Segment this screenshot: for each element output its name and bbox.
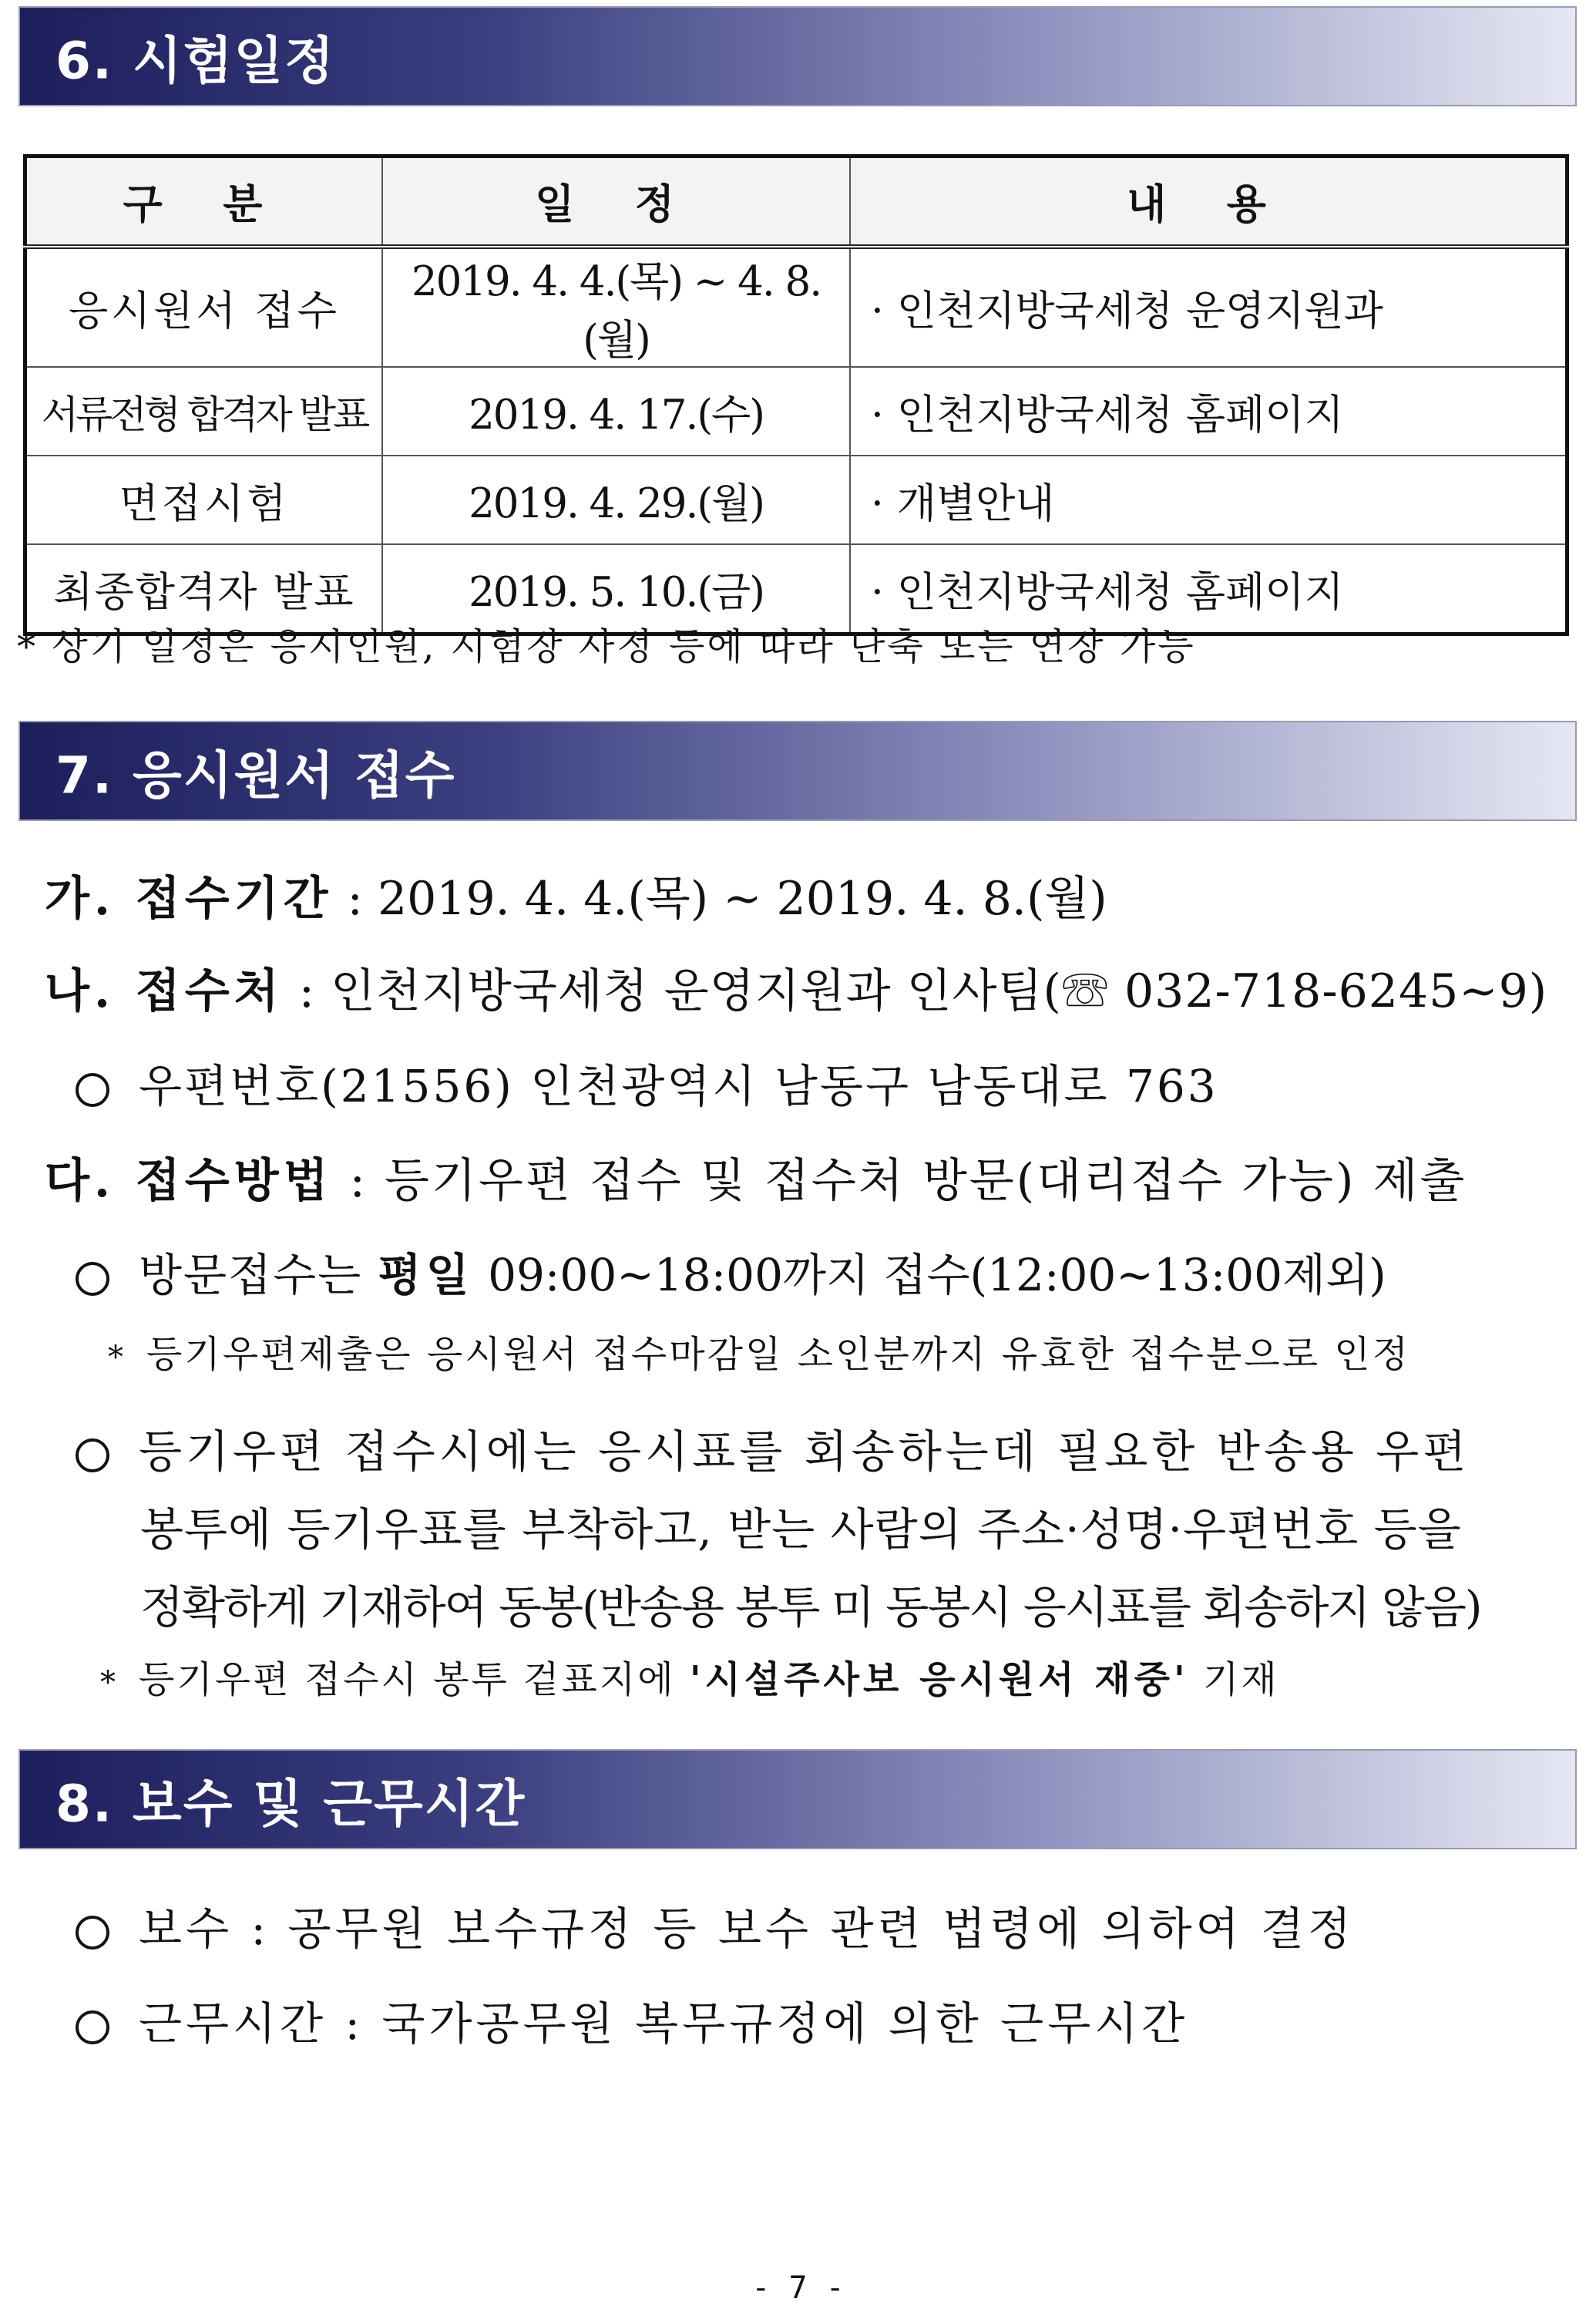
table-row [25,247,1567,367]
schedule-table [23,154,1569,636]
column-header-description: 내 용 [850,156,1567,247]
table-row [25,456,1567,544]
pay-line [76,1892,1355,1957]
application-method [45,1144,1467,1210]
row-date: 2019. 4. 4.(목) ~ 4. 8.(월) [382,247,850,367]
envelope-post: 기재 [1188,1658,1279,1701]
place-label: 나. 접수처 [45,964,284,1018]
period-label: 가. 접수기간 [45,872,333,926]
page-number: - 7 - [751,2270,845,2306]
mail-line-2: 봉투에 등기우표를 부착하고, 받는 사람의 주소·성명·우편번호 등을 [140,1503,1462,1556]
row-description: · 인천지방국세청 운영지원과 [850,247,1567,367]
circle-bullet-icon [76,2010,109,2044]
mail-line-1: 등기우편 접수시에는 응시표를 회송하는데 필요한 반송용 우편 [139,1425,1470,1478]
row-description: · 인천지방국세청 홈페이지 [850,367,1567,456]
asterisk-icon: * [108,1339,123,1375]
section-header-application [18,721,1577,821]
circle-bullet-icon [76,1438,109,1472]
section-title: 8. 보수 및 근무시간 [55,1774,526,1834]
envelope-bold: '시설주사보 응시원서 재중' [689,1658,1189,1701]
circle-bullet-icon [76,1916,109,1950]
postal-address [76,1050,1218,1115]
postal-text: 우편번호(21556) 인천광역시 남동구 남동대로 763 [139,1060,1218,1112]
row-date: 2019. 4. 29.(월) [382,456,850,544]
period-value: : 2019. 4. 4.(목) ~ 2019. 4. 8.(월) [332,872,1107,926]
mail-note-text: 등기우편제출은 응시원서 접수마감일 소인분까지 유효한 접수분으로 인정 [146,1333,1410,1376]
circle-bullet-icon [76,1262,109,1296]
envelope-pre: 등기우편 접수시 봉투 겉표지에 [139,1658,690,1701]
row-category: 서류전형 합격자 발표 [25,367,383,456]
application-place [45,954,1547,1021]
row-category: 응시원서 접수 [25,247,383,367]
visit-pre: 방문접수는 [139,1249,378,1301]
visit-bold: 평일 [378,1249,474,1301]
section-header-pay [18,1749,1577,1849]
row-date: 2019. 5. 10.(금) [382,544,850,634]
place-value: : 인천지방국세청 운영지원과 인사팀(☏ 032-718-6245~9) [283,964,1548,1018]
application-period [45,862,1107,928]
table-row [25,367,1567,456]
mail-note [108,1324,1410,1378]
mail-instructions [76,1413,1481,1647]
row-category: 면접시험 [25,456,383,544]
hours-text: 근무시간 : 국가공무원 복무규정에 의한 근무시간 [139,1997,1189,2050]
hours-line [76,1987,1188,2052]
visit-post: 09:00~18:00까지 접수(12:00~13:00제외) [473,1249,1386,1301]
method-label: 다. 접수방법 [45,1154,333,1208]
mail-line-3: 정확하게 기재하여 동봉(반송용 봉투 미 동봉시 응시표를 회송하지 않음) [140,1581,1481,1633]
column-header-category: 구 분 [25,156,383,247]
circle-bullet-icon [76,1073,109,1107]
section-title: 7. 응시원서 접수 [55,745,456,806]
row-date: 2019. 4. 17.(수) [382,367,850,456]
row-category: 최종합격자 발표 [25,544,383,634]
pay-text: 보수 : 공무원 보수규정 등 보수 관련 법령에 의하여 결정 [139,1903,1356,1955]
row-description: · 개별안내 [850,456,1567,544]
column-header-date: 일 정 [382,156,850,247]
schedule-note: * 상기 일정은 응시인원, 시험장 사정 등에 따라 단축 또는 연장 가능 [17,625,1196,668]
section-header-schedule [18,6,1577,106]
row-description: · 인천지방국세청 홈페이지 [850,544,1567,634]
envelope-note [100,1650,1279,1703]
section-title: 6. 시험일정 [55,31,335,91]
table-header-row [25,156,1567,247]
asterisk-icon: * [100,1664,116,1701]
visit-hours [76,1239,1386,1304]
method-value: : 등기우편 접수 및 접수처 방문(대리접수 가능) 제출 [332,1154,1467,1208]
